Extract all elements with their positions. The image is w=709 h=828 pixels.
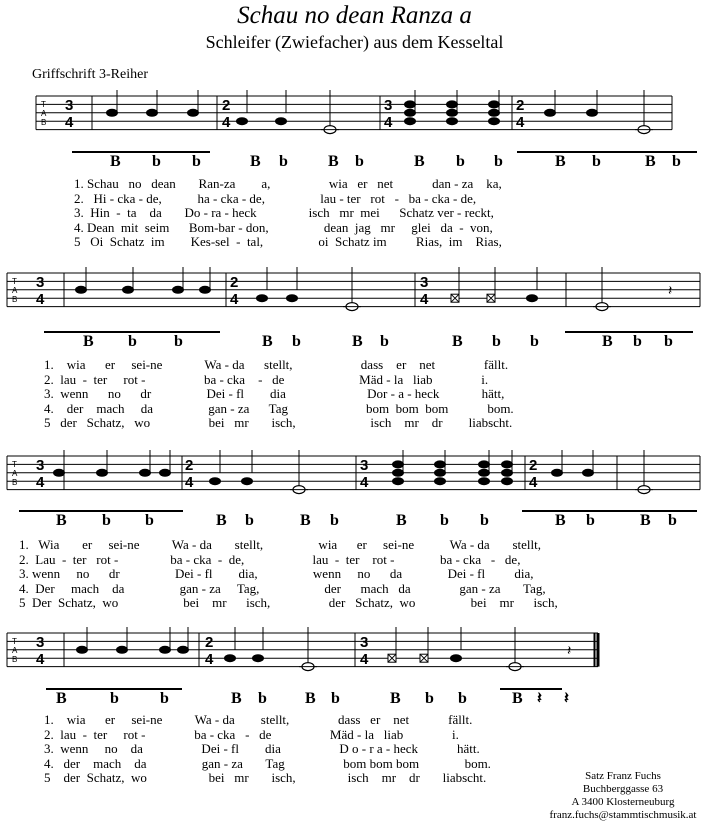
credit-line-name: Satz Franz Fuchs (585, 770, 661, 782)
tab-clef: B (12, 295, 18, 304)
bass-symbol: b (633, 333, 642, 350)
time-signature-numerator: 3 (384, 97, 393, 114)
verse-line-3: 3. Hin - ta da Do - ra - heck isch mr mei Schatz ver - reckt, (74, 205, 494, 220)
bass-symbol: b (380, 333, 389, 350)
time-signature-numerator: 3 (420, 274, 429, 291)
bass-symbol: B (300, 512, 311, 529)
bass-symbol: b (480, 512, 489, 529)
bass-symbol: B (396, 512, 407, 529)
bass-symbol: b (110, 690, 119, 707)
time-signature-numerator: 2 (516, 97, 525, 114)
bass-symbol: B (328, 153, 339, 170)
note-head (199, 286, 211, 294)
note-head (159, 469, 171, 477)
note-head (236, 117, 248, 125)
time-signature-denominator: 4 (420, 291, 429, 308)
note-head (96, 469, 108, 477)
bass-symbol: b (192, 153, 201, 170)
time-signature-denominator: 4 (516, 114, 525, 131)
tab-clef: B (12, 478, 18, 487)
verse-line-4: 4. der mach da gan - za Tag bom bom bom bom. (44, 755, 491, 771)
bass-symbol: B (56, 690, 67, 707)
note-head (241, 477, 253, 485)
bass-bracket-line (565, 331, 693, 333)
bass-symbol: b (664, 333, 673, 350)
bass-symbol: b (174, 333, 183, 350)
credit-line-city: A 3400 Klosterneuburg (571, 796, 675, 808)
bass-symbol: b (102, 512, 111, 529)
bass-symbol: b (160, 690, 169, 707)
note-head (586, 109, 598, 117)
note-head (450, 654, 462, 662)
time-signature-denominator: 4 (65, 114, 74, 131)
note-head (209, 477, 221, 485)
bass-symbol: b (530, 333, 539, 350)
rest-icon: 𝄽 (567, 643, 572, 659)
bass-symbol: b (331, 690, 340, 707)
note-head (434, 460, 446, 468)
note-head (446, 100, 458, 108)
verse-line-3: 3. wenn no dr Dei - fl dia, wenn no da Dei - fl dia, (19, 566, 534, 581)
note-head (501, 469, 513, 477)
bass-symbol: B (216, 512, 227, 529)
bass-symbol: b (440, 512, 449, 529)
song-subtitle: Schleifer (Zwiefacher) aus dem Kesseltal (205, 32, 504, 52)
time-signature-numerator: 3 (65, 97, 74, 114)
time-signature-denominator: 4 (185, 474, 194, 491)
staff-system-3 (7, 450, 700, 494)
note-head (224, 654, 236, 662)
time-signature-denominator: 4 (36, 291, 45, 308)
bass-symbol: b (152, 153, 161, 170)
note-head (159, 646, 171, 654)
arranger-credit (538, 770, 708, 822)
verse-line-5: 5 Oi Schatz im Kes-sel - tal, oi Schatz im Rias, im Rias, (74, 234, 502, 249)
verse-line-2: 2. Hi - cka - de, ha - cka - de, lau - ter rot - ba - cka - de, (74, 190, 477, 206)
bass-symbol: b (425, 690, 434, 707)
note-head (501, 460, 513, 468)
bass-symbol: B (414, 153, 425, 170)
bass-symbol: b (258, 690, 267, 707)
bass-symbol: B (452, 333, 463, 350)
bass-symbol: B (640, 512, 651, 529)
tab-clef: A (12, 286, 18, 295)
bass-symbol: B (262, 333, 273, 350)
tab-clef: T (12, 277, 17, 286)
note-head (501, 477, 513, 485)
note-head (434, 469, 446, 477)
note-head (488, 100, 500, 108)
time-signature-denominator: 4 (222, 114, 231, 131)
time-signature-denominator: 4 (36, 651, 45, 668)
bass-symbol: b (128, 333, 137, 350)
note-head (404, 117, 416, 125)
time-signature-numerator: 2 (205, 634, 214, 651)
time-signature-numerator: 2 (230, 274, 239, 291)
bass-symbol: b (456, 153, 465, 170)
bass-symbol: B (56, 512, 67, 529)
note-head (122, 286, 134, 294)
staff-system-1 (36, 90, 672, 134)
time-signature-denominator: 4 (205, 651, 214, 668)
time-signature-denominator: 4 (230, 291, 239, 308)
note-head (551, 469, 563, 477)
note-head (526, 294, 538, 302)
note-head (116, 646, 128, 654)
bass-bracket-line (19, 510, 183, 512)
bass-symbol: B (231, 690, 242, 707)
tab-clef: A (12, 646, 18, 655)
staff-system-2 (7, 267, 700, 311)
staff-system-4 (7, 627, 598, 671)
bass-symbol: B (512, 690, 523, 707)
time-signature-denominator: 4 (360, 474, 369, 491)
note-head (488, 109, 500, 117)
verse-line-1: 1. Wia er sei-ne Wa - da stellt, wia er sei-ne Wa - da stellt, (19, 537, 541, 552)
note-head (75, 286, 87, 294)
bass-symbol: b (592, 153, 601, 170)
time-signature-denominator: 4 (384, 114, 393, 131)
verse-line-5: 5 der Schatz, wo bei mr isch, isch mr dr liabscht. (44, 415, 513, 430)
note-head (544, 109, 556, 117)
time-signature-numerator: 3 (36, 274, 45, 291)
note-head (252, 654, 264, 662)
bass-symbol: b (279, 153, 288, 170)
time-signature-denominator: 4 (529, 474, 538, 491)
bass-symbol: b (668, 512, 677, 529)
rest-icon: 𝄽 (668, 283, 673, 299)
time-signature-denominator: 4 (36, 474, 45, 491)
note-head (488, 117, 500, 125)
bass-symbol: B (352, 333, 363, 350)
bass-symbol: b (494, 153, 503, 170)
note-head (53, 469, 65, 477)
time-signature-numerator: 3 (36, 457, 45, 474)
time-signature-numerator: 2 (529, 457, 538, 474)
verse-line-4: 4. Dean mit seim Bom-bar - don, dean jag mr glei da - von, (74, 219, 493, 235)
bass-symbol: b (245, 512, 254, 529)
verse-line-2: 2. lau - ter rot - ba - cka - de Mäd - la liab i. (44, 371, 489, 387)
verse-line-4: 4. der mach da gan - za Tag bom bom bom bom. (44, 400, 514, 416)
note-head (478, 477, 490, 485)
note-head (256, 294, 268, 302)
note-head (404, 100, 416, 108)
bass-symbol: B (390, 690, 401, 707)
notation-type-label: Griffschrift 3-Reiher (32, 67, 148, 82)
note-head (434, 477, 446, 485)
time-signature-numerator: 3 (360, 634, 369, 651)
note-head (177, 646, 189, 654)
note-head (446, 109, 458, 117)
time-signature-numerator: 3 (36, 634, 45, 651)
bass-symbol: 𝄽 (564, 690, 569, 707)
bass-symbol: B (555, 512, 566, 529)
note-head (139, 469, 151, 477)
time-signature-numerator: 3 (360, 457, 369, 474)
time-signature-numerator: 2 (185, 457, 194, 474)
note-head (76, 646, 88, 654)
note-head (106, 109, 118, 117)
bass-symbol: b (145, 512, 154, 529)
bass-symbol: b (586, 512, 595, 529)
tab-clef: A (41, 109, 47, 118)
credit-line-email: franz.fuchs@stammtischmusik.at (549, 809, 697, 821)
verse-line-1: 1. wia er sei-ne Wa - da stellt, dass er net fällt. (44, 712, 473, 727)
bass-symbol: B (645, 153, 656, 170)
verse-line-5: 5 Der Schatz, wo bei mr isch, der Schatz, wo bei mr isch, (19, 595, 558, 610)
verse-line-3: 3. wenn no da Dei - fl dia D o - r a - heck hätt. (44, 741, 480, 756)
note-head (392, 469, 404, 477)
verse-line-5: 5 der Schatz, wo bei mr isch, isch mr dr liabscht. (44, 770, 487, 785)
note-head (582, 469, 594, 477)
note-head (478, 460, 490, 468)
song-title: Schau no dean Ranza a (237, 2, 472, 29)
bass-bracket-line (517, 151, 697, 153)
note-head (187, 109, 199, 117)
bass-symbol: B (555, 153, 566, 170)
verse-line-2: 2. Lau - ter rot - ba - cka - de, lau - ter rot - ba - cka - de, (19, 551, 521, 567)
bass-symbol: B (250, 153, 261, 170)
verse-line-1: 1. wia er sei-ne Wa - da stellt, dass er net fällt. (44, 357, 509, 372)
tab-clef: B (12, 655, 18, 664)
note-head (392, 477, 404, 485)
note-head (275, 117, 287, 125)
verse-line-2: 2. lau - ter rot - ba - cka - de Mäd - la liab i. (44, 726, 459, 742)
tab-clef: T (12, 637, 17, 646)
note-head (392, 460, 404, 468)
bass-symbol: B (110, 153, 121, 170)
note-head (478, 469, 490, 477)
bass-symbol: b (330, 512, 339, 529)
bass-symbol: b (355, 153, 364, 170)
time-signature-denominator: 4 (360, 651, 369, 668)
credit-line-street: Buchberggasse 63 (582, 783, 664, 795)
tab-clef: T (12, 460, 17, 469)
bass-bracket-line (72, 151, 210, 153)
bass-bracket-line (500, 688, 562, 690)
note-head (172, 286, 184, 294)
verse-line-4: 4. Der mach da gan - za Tag, der mach da gan - za Tag, (19, 580, 546, 596)
tab-clef: T (41, 100, 46, 109)
note-head (404, 109, 416, 117)
bass-symbol: 𝄽 (537, 690, 542, 707)
bass-symbol: b (458, 690, 467, 707)
tab-clef: A (12, 469, 18, 478)
bass-symbol: b (672, 153, 681, 170)
time-signature-numerator: 2 (222, 97, 231, 114)
bass-symbol: B (83, 333, 94, 350)
verse-line-1: 1. Schau no dean Ran-za a, wia er net dan - za ka, (74, 176, 502, 191)
bass-symbol: b (492, 333, 501, 350)
bass-symbol: B (602, 333, 613, 350)
note-head (286, 294, 298, 302)
tab-clef: B (41, 118, 47, 127)
note-head (146, 109, 158, 117)
bass-symbol: B (305, 690, 316, 707)
verse-line-3: 3. wenn no dr Dei - fl dia Dor - a - heck hätt, (44, 386, 505, 401)
note-head (446, 117, 458, 125)
bass-symbol: b (292, 333, 301, 350)
